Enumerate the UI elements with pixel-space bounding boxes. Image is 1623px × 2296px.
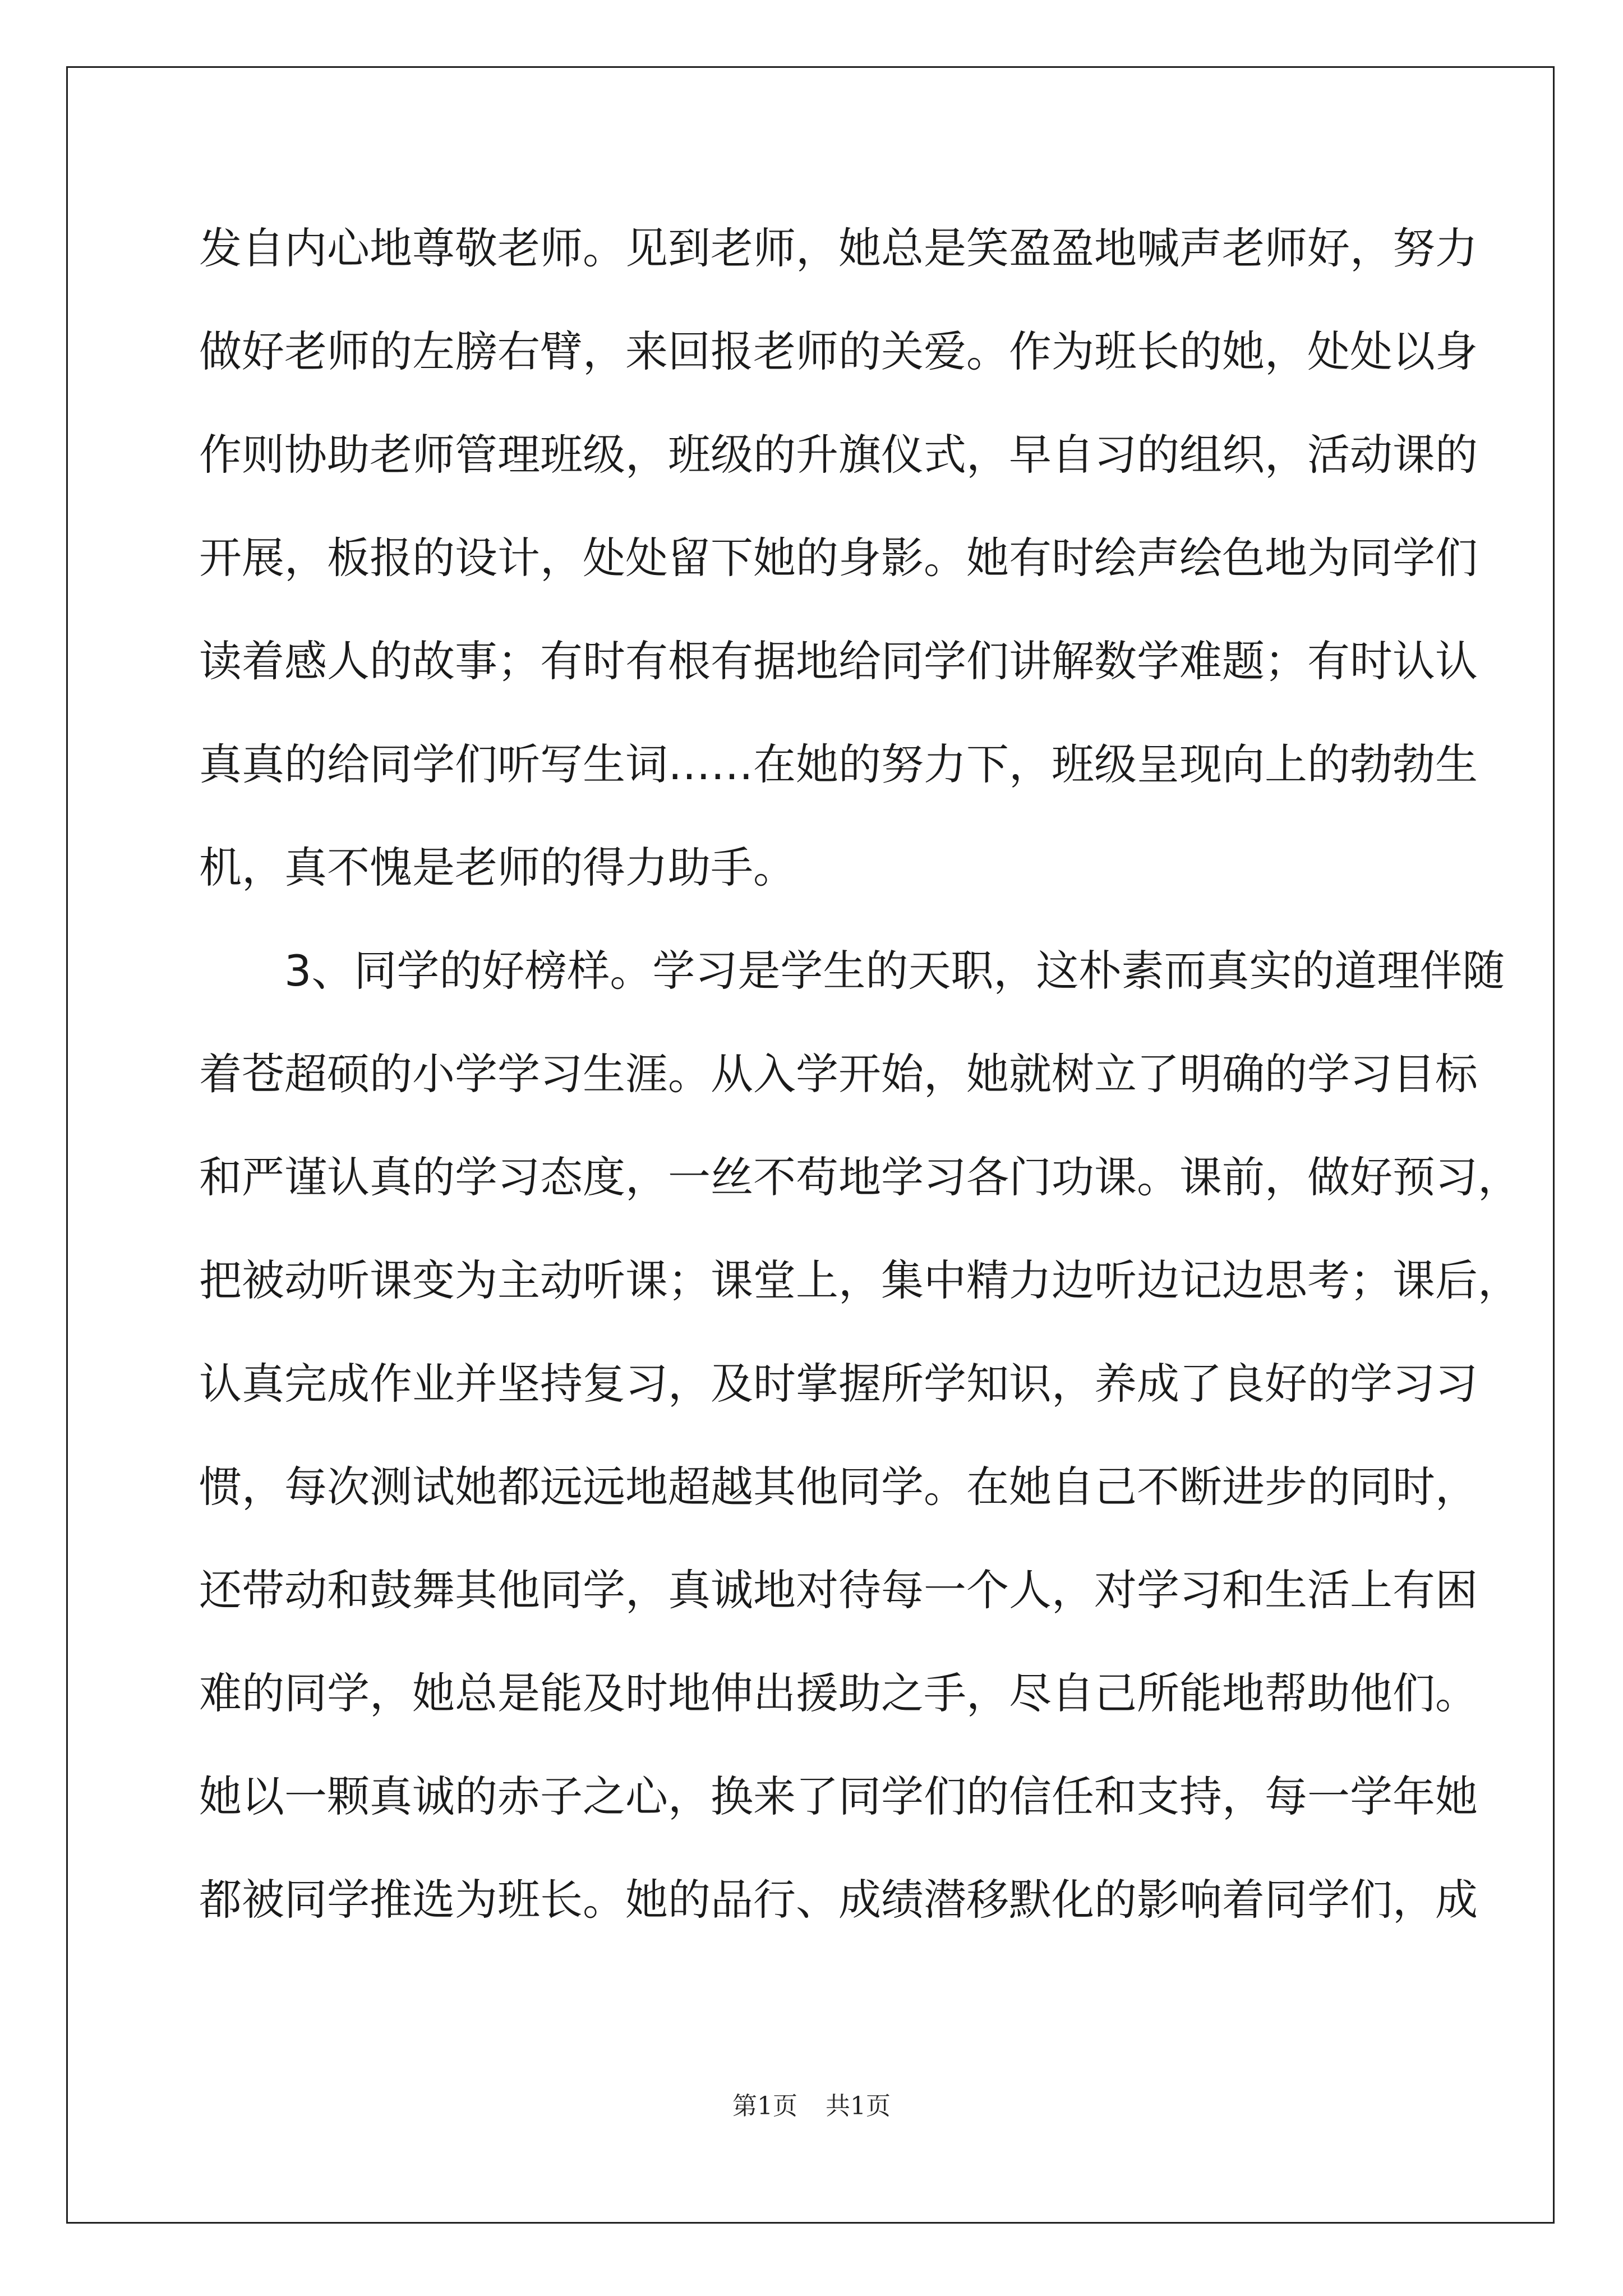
text-line: 真真的给同学们听写生词……在她的努力下，班级呈现向上的勃勃生: [199, 739, 1478, 789]
text-line: 开展，板报的设计，处处留下她的身影。她有时绘声绘色地为同学们: [199, 533, 1478, 583]
text-line: 机，真不愧是老师的得力助手。: [199, 843, 796, 892]
text-line: 和严谨认真的学习态度，一丝不苟地学习各门功课。课前，做好预习，: [199, 1152, 1520, 1202]
text-line: 还带动和鼓舞其他同学，真诚地对待每一个人，对学习和生活上有困: [199, 1565, 1478, 1615]
text-line: 都被同学推选为班长。她的品行、成绩潜移默化的影响着同学们，成: [199, 1875, 1478, 1925]
page-number: 第1页: [732, 2092, 797, 2120]
text-line: 3、同学的好榜样。学习是学生的天职，这朴素而真实的道理伴随: [199, 946, 1505, 996]
text-line: 惯，每次测试她都远远地超越其他同学。在她自己不断进步的同时，: [199, 1462, 1478, 1512]
text-line: 发自内心地尊敬老师。见到老师，她总是笑盈盈地喊声老师好，努力: [199, 223, 1478, 273]
document-body: [199, 215, 1520, 1970]
text-line: 读着感人的故事；有时有根有据地给同学们讲解数学难题；有时认认: [199, 636, 1478, 686]
page-footer: [0, 2086, 1623, 2122]
text-line: 把被动听课变为主动听课；课堂上，集中精力边听边记边思考；课后，: [199, 1255, 1520, 1305]
page-total: 共1页: [826, 2092, 891, 2120]
text-line: 作则协助老师管理班级，班级的升旗仪式，早自习的组织，活动课的: [199, 430, 1478, 480]
text-line: 她以一颗真诚的赤子之心，换来了同学们的信任和支持，每一学年她: [199, 1772, 1478, 1821]
text-line: 认真完成作业并坚持复习，及时掌握所学知识，养成了良好的学习习: [199, 1359, 1478, 1409]
text-line: 做好老师的左膀右臂，来回报老师的关爱。作为班长的她，处处以身: [199, 326, 1478, 376]
text-line: 难的同学，她总是能及时地伸出援助之手，尽自己所能地帮助他们。: [199, 1668, 1478, 1718]
text-line: 着苍超硕的小学学习生涯。从入学开始，她就树立了明确的学习目标: [199, 1049, 1478, 1099]
